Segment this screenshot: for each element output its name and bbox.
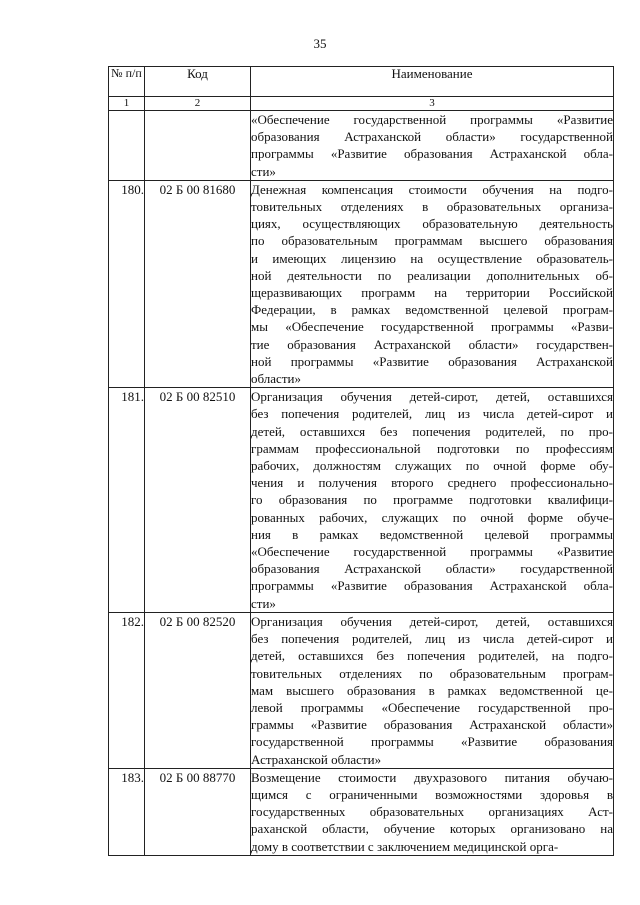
row-name [251, 388, 614, 613]
row-code: 02 Б 00 82520 [145, 612, 251, 768]
name-line: программы «Развитие образования Астраханской обла- [251, 146, 613, 162]
name-line: без попечения родителей, лиц из числа детей-сирот и [251, 631, 613, 647]
name-line: государственных образовательных организациях Аст- [251, 804, 613, 820]
name-line: образования Астраханской области» государственной [251, 561, 613, 577]
row-code: 02 Б 00 82510 [145, 388, 251, 613]
name-line: тие образования Астраханской области» государствен- [251, 336, 613, 352]
header-name: Наименование [251, 67, 614, 97]
table-row [109, 612, 614, 768]
name-line: без попечения родителей, лиц из числа детей-сирот и [251, 406, 613, 422]
row-number [109, 111, 145, 181]
name-line: щеразвивающих программ на территории Российской [251, 285, 613, 301]
name-line: щимся с ограниченными возможностями здоровья в [251, 786, 613, 802]
row-name [251, 111, 614, 181]
header-num: № п/п [109, 67, 145, 97]
name-line: Федерации, в рамках ведомственной целевой програм- [251, 302, 613, 318]
name-line: сти» [251, 163, 276, 179]
name-line: рабочих, должностям служащих по очной форме обу- [251, 458, 613, 474]
name-line: государственной программы «Развитие образования [251, 734, 613, 750]
name-line: ной программы «Развитие образования Астраханской [251, 353, 613, 369]
row-name [251, 768, 614, 855]
column-index: 3 [251, 97, 614, 111]
name-line: и имеющих лицензию на осуществление образователь- [251, 250, 613, 266]
name-line: Организация обучения детей-сирот, детей, оставшихся [251, 389, 613, 405]
name-line: товительных отделениях по образовательным програм- [251, 665, 613, 681]
name-line: по образовательным программам высшего образования [251, 233, 613, 249]
name-line: мам высшего образования в рамках ведомственной це- [251, 682, 613, 698]
row-number: 183. [109, 768, 145, 855]
name-line: Астраханской области» [251, 751, 382, 767]
name-line: «Обеспечение государственной программы «Развитие [251, 112, 613, 127]
row-code: 02 Б 00 88770 [145, 768, 251, 855]
page-number: 35 [313, 36, 327, 51]
row-name [251, 612, 614, 768]
table-header-row [109, 67, 614, 97]
name-line: товительных отделениях в образовательных организа- [251, 199, 613, 215]
table-row [109, 388, 614, 613]
name-line: Организация обучения детей-сирот, детей, оставшихся [251, 613, 613, 629]
column-index-row [109, 97, 614, 111]
name-line: детей, оставшихся без попечения родителей, по про- [251, 423, 613, 439]
name-line: Денежная компенсация стоимости обучения на подго- [251, 181, 613, 197]
name-line: дому в соответствии с заключением медицинской орга- [251, 838, 559, 854]
row-code [145, 111, 251, 181]
name-line: граммы «Развитие образования Астраханской области» [251, 717, 613, 733]
row-number: 181. [109, 388, 145, 613]
name-line: детей, оставшихся без попечения родителей, на подго- [251, 648, 613, 664]
name-line: Возмещение стоимости двухразового питания обучаю- [251, 769, 613, 785]
row-number: 182. [109, 612, 145, 768]
name-line: области» [251, 371, 301, 387]
name-line: раханской области, обучение которых организовано на [251, 821, 613, 837]
name-line: ния в рамках ведомственной целевой программы [251, 526, 613, 542]
table-row [109, 768, 614, 855]
name-line: «Обеспечение государственной программы «Развитие [251, 544, 613, 560]
name-line: программы «Развитие образования Астраханской обла- [251, 578, 613, 594]
row-code: 02 Б 00 81680 [145, 180, 251, 387]
name-line: граммам профессиональной подготовки по профессиям [251, 440, 613, 456]
name-line: ной деятельности по реализации дополнительных об- [251, 267, 613, 283]
table-row [109, 111, 614, 181]
name-line: левой программы «Обеспечение государственной про- [251, 699, 613, 715]
budget-code-table [108, 66, 614, 856]
name-line: мы «Обеспечение государственной программы «Разви- [251, 319, 613, 335]
table-row [109, 180, 614, 387]
name-line: образования Астраханской области» государственной [251, 129, 613, 145]
row-name [251, 180, 614, 387]
header-code: Код [145, 67, 251, 97]
column-index: 2 [145, 97, 251, 111]
row-number: 180. [109, 180, 145, 387]
name-line: циях, осуществляющих образовательную деятельность [251, 216, 613, 232]
column-index: 1 [109, 97, 145, 111]
name-line: сти» [251, 595, 276, 611]
name-line: рованных рабочих, служащих по очной форме обуче- [251, 509, 613, 525]
name-line: чения и получения второго среднего профессионально- [251, 475, 613, 491]
name-line: го образования по программе подготовки квалифици- [251, 492, 613, 508]
